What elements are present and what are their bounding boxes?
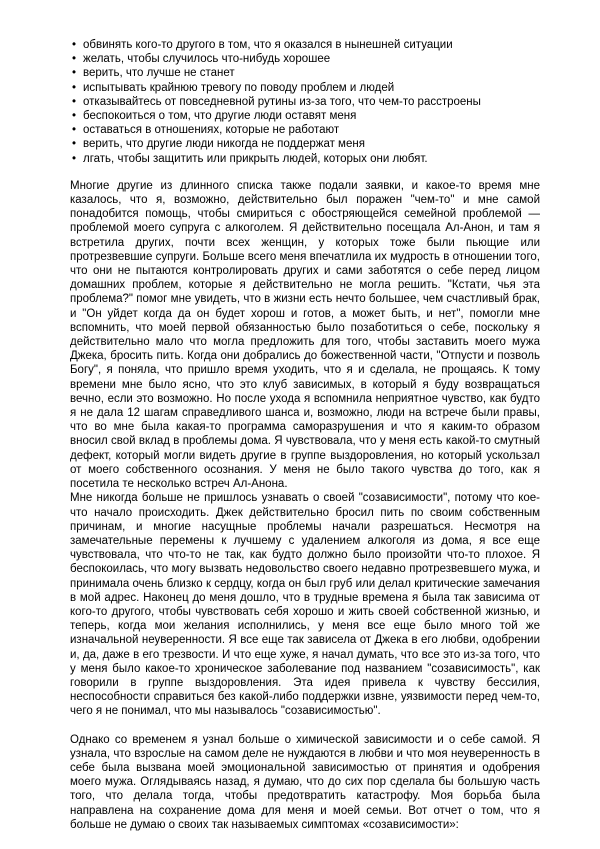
bullet-item: • испытывать крайнюю тревогу по поводу проблем и людей [70, 81, 540, 95]
body-paragraph-2: Мне никогда больше не пришлось узнавать о своей "созависимости", потому что кое-что начало происходить. Джек действительно бросил пить по своим собственным причинам, и многие насущные проблемы начали разрешаться. Несмотря на замечательные перемены к лучшему с удалением алкоголя из дома, я все еще чувствовала, что что-то не так, как будто должно было произойти что-то плохое. Я беспокоилась, что могу вызвать недовольство своего недавно протрезвевшего мужа, и принимала очень близко к сердцу, когда он был груб или делал критические замечания в мой адрес. Наконец до меня дошло, что в трудные времена я была так зависима от кого-то другого, чтобы чувствовать себя хорошо и жить своей собственной жизнью, и теперь, когда мои желания исполнились, у меня все еще было много той же изначальной неуверенности. Я все еще так зависела от Джека в его любви, одобрении и, да, даже в его трезвости. И что еще хуже, я начал думать, что все это из-за того, что у меня было какое-то хроническое заболевание под названием "созависимость", как говорили в группе выздоровления. Эта идея привела к чувству бессилия, неспособности справиться без какой-либо поддержки извне, уязвимости перед чем-то, чего я не понимал, что мы называлось "созависимостью". [70, 492, 540, 718]
symptoms-bullet-list [70, 38, 540, 166]
bullet-item: • верить, что лучше не станет [70, 66, 540, 80]
bullet-item: • оставаться в отношениях, которые не работают [70, 123, 540, 137]
bullet-item: • отказывайтесь от повседневной рутины из-за того, что чем-то расстроены [70, 95, 540, 109]
body-paragraph-1: Многие другие из длинного списка также подали заявки, и какое-то время мне казалось, что я, возможно, действительно был поражен "чем-то" и мне самой понадобится помощь, чтобы смириться с обостряющейся семейной проблемой — проблемой моего супруга с алкоголем. Я действительно посещала Ал-Анон, и там я встретила других, почти всех женщин, у которых тоже были пьющие или протрезвевшие супруги. Больше всего меня впечатлила их мудрость в отношении того, что они не пытаются контролировать других и сами заботятся о себе перед лицом домашних проблем, которые я действительно не могла решить. "Кстати, чья эта проблема?" помог мне увидеть, что в жизни есть нечто большее, чем счастливый брак, и "Он уйдет когда да он будет хорош и готов, а может быть, и нет", помогли мне вспомнить, что моей первой обязанностью было позаботиться о себе, поскольку я действительно мало что могла предложить для того, чтобы заставить моего мужа Джека, бросить пить. Когда они добрались до божественной части, "Отпусти и позволь Богу", я поняла, что пришло время уходить, что я и сделала, не прощаясь. К тому времени мне было ясно, что это клуб зависимых, в который я буду возвращаться вечно, если это возможно. Но после ухода я вспомнила неприятное чувство, как будто я не дала 12 шагам справедливого шанса и, возможно, люди на встрече были правы, что во мне была какая-то программа саморазрушения и что я каким-то образом вносил свой вклад в проблемы дома. Я чувствовала, что у меня есть какой-то смутный дефект, который могли видеть другие в группе выздоровления, но который ускользал от моего собственного осознания. У меня не было такого чувства до того, как я посетила те несколько встреч Ал-Анона. [70, 179, 540, 491]
body-paragraph-3: Однако со временем я узнал больше о химической зависимости и о себе самой. Я узнала, что взрослые на самом деле не нуждаются в любви и что моя неуверенность в себе была вызвана моей эмоциональной зависимостью от принятия и одобрения моего мужа. Оглядываясь назад, я думаю, что до сих пор сделала бы большую часть того, что делала тогда, чтобы предотвратить катастрофу. Моя борьба была направлена на сохранение дома для меня и моей семьи. Вот отчет о том, что я больше не думаю о своих так называемых симптомах «созависимости»: [70, 733, 540, 831]
bullet-item: • обвинять кого-то другого в том, что я оказался в нынешней ситуации [70, 38, 540, 52]
bullet-item: • верить, что другие люди никогда не поддержат меня [70, 137, 540, 151]
bullet-item: • беспокоиться о том, что другие люди оставят меня [70, 109, 540, 123]
bullet-item: • лгать, чтобы защитить или прикрыть людей, которых они любят. [70, 152, 540, 166]
bullet-item: • желать, чтобы случилось что-нибудь хорошее [70, 52, 540, 66]
